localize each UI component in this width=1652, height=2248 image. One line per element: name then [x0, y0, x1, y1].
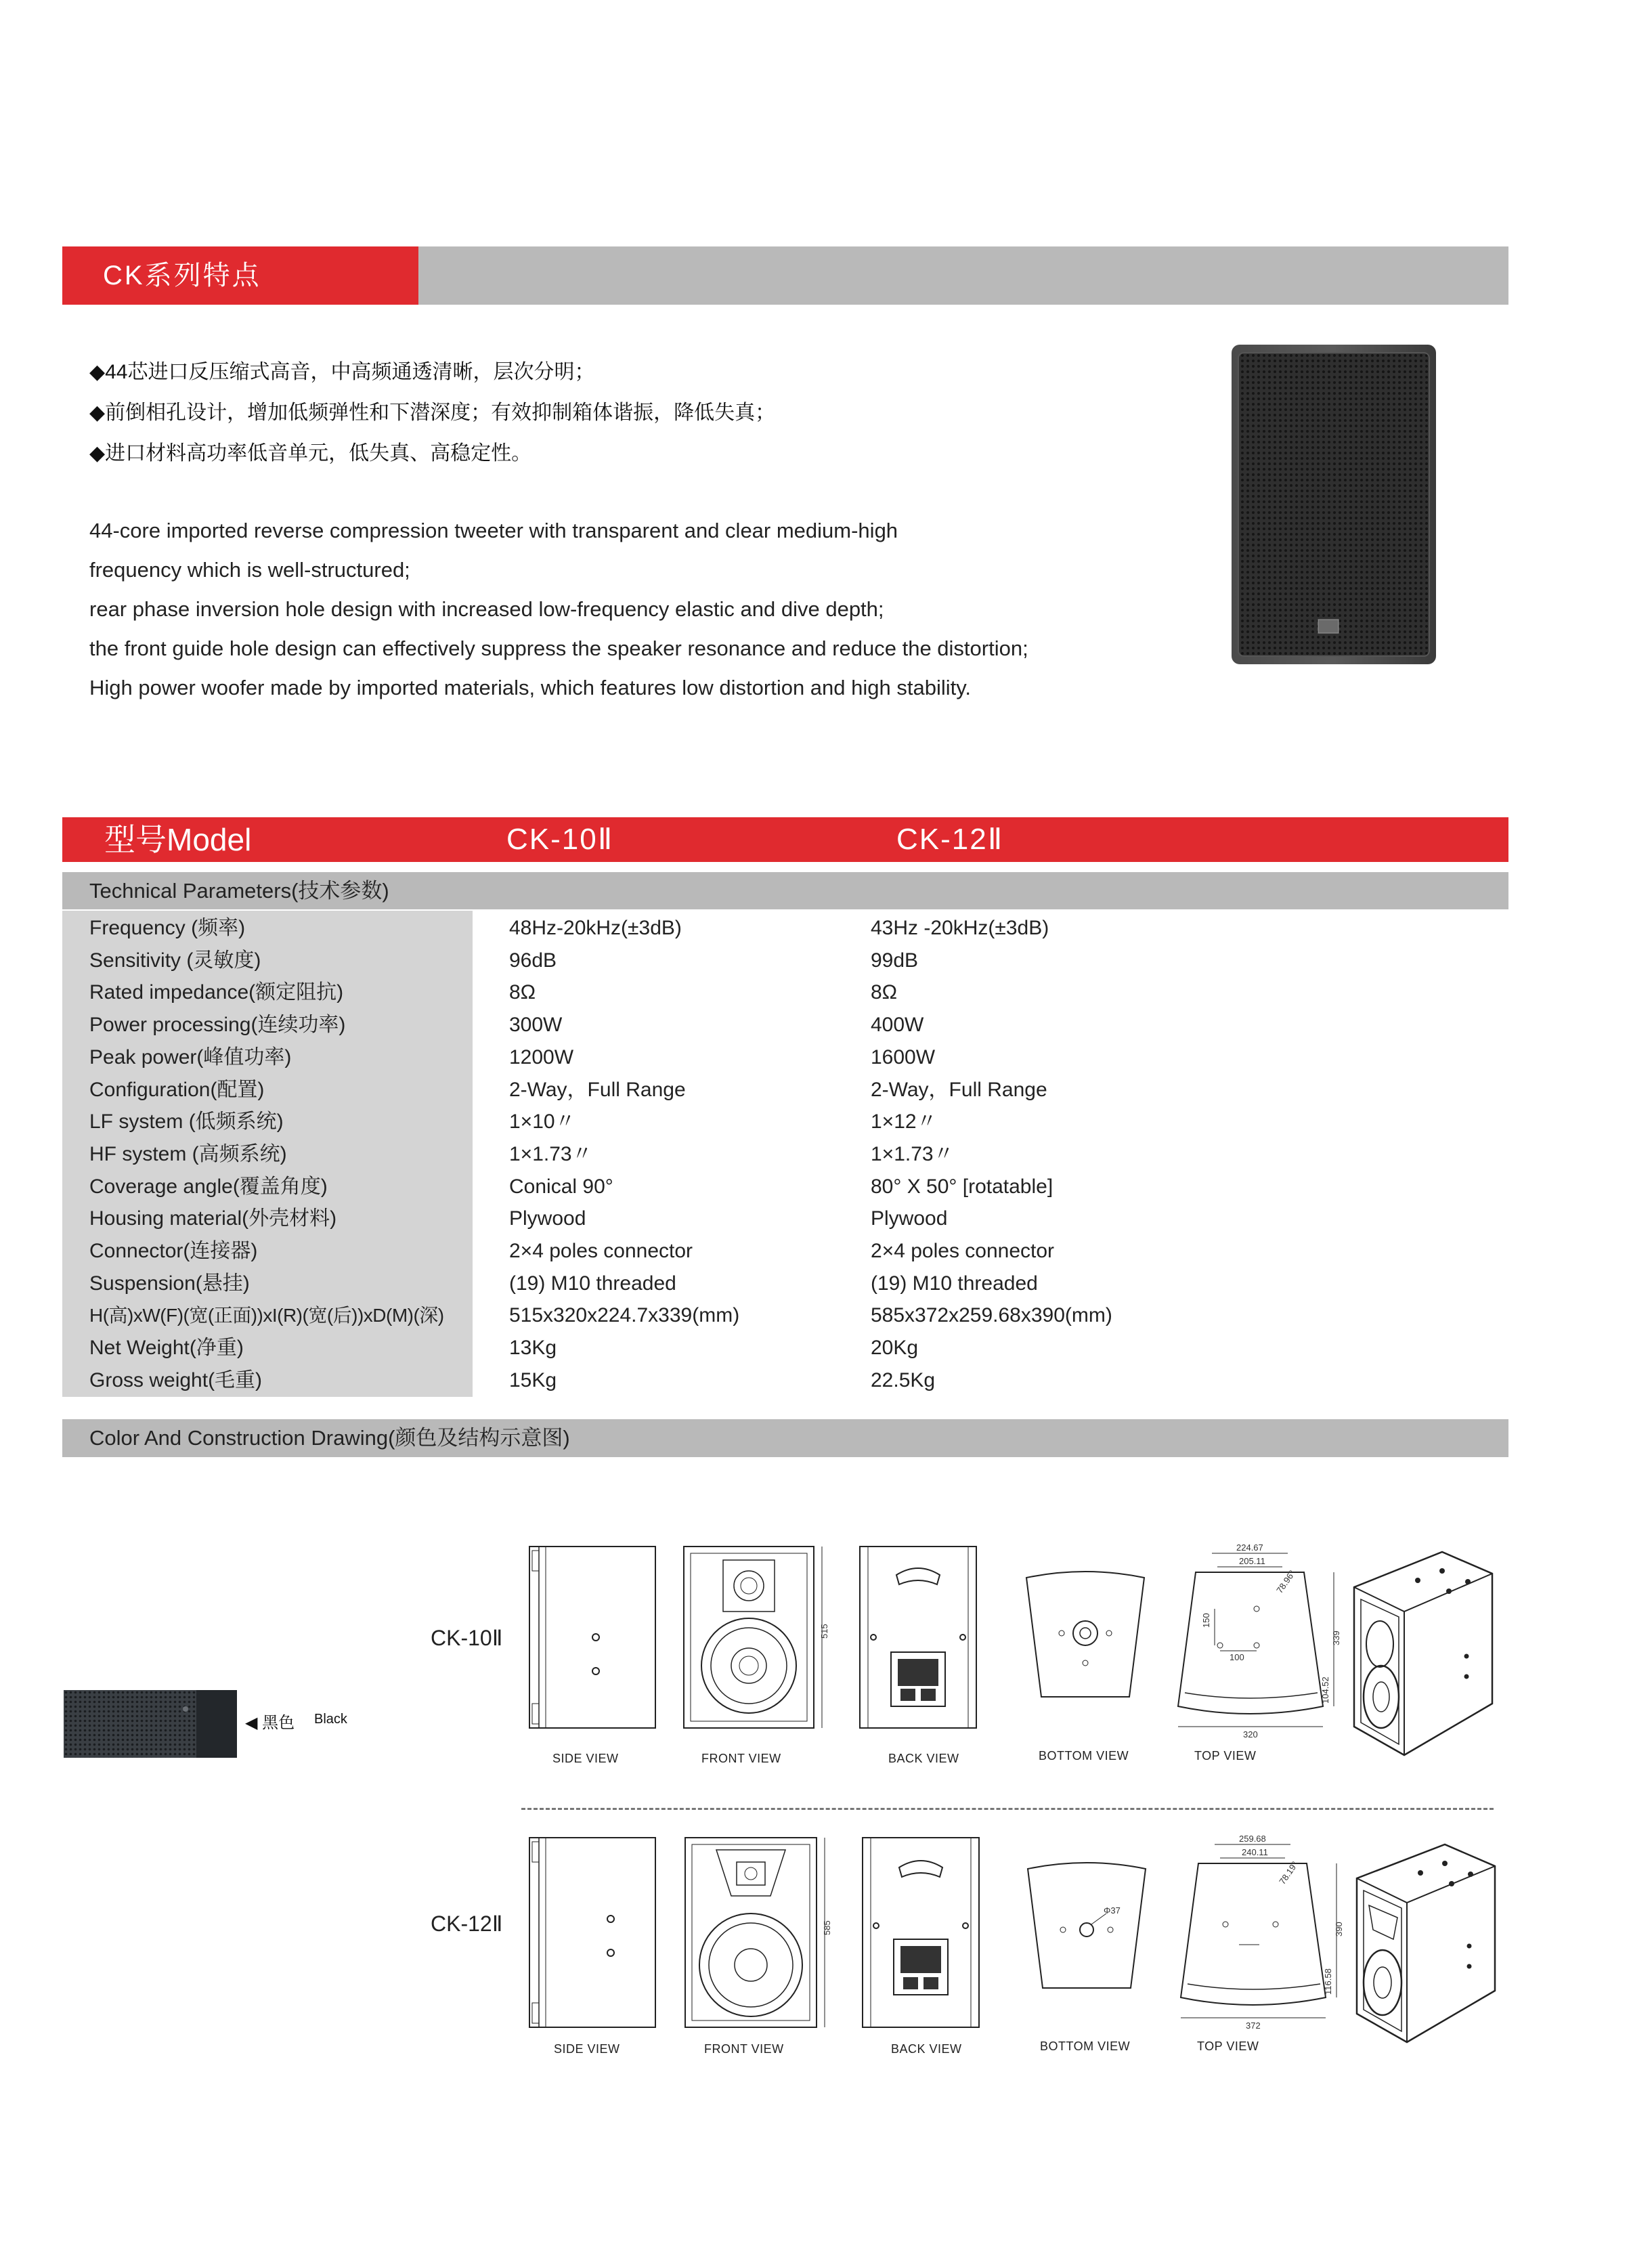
- model-label: 型号Model: [104, 822, 252, 857]
- param-value-ck10: 1×10〃: [509, 1110, 575, 1133]
- param-label: Frequency (频率): [89, 917, 246, 939]
- feature-line-en: High power woofer made by imported materials, which features low distortion and high stability.: [89, 676, 972, 699]
- feature-line-en: the front guide hole design can effectively suppress the speaker resonance and reduce the distortion;: [89, 636, 1028, 660]
- param-row: [62, 1138, 1508, 1171]
- param-value-ck12: (19) M10 threaded: [871, 1272, 1038, 1295]
- ck12-front-view-drawing: [682, 1835, 838, 2031]
- color-label-en: Black: [314, 1712, 347, 1727]
- param-value-ck12: Plywood: [871, 1207, 948, 1230]
- param-label: Configuration(配置): [89, 1078, 265, 1101]
- feature-line-en: rear phase inversion hole design with increased low-frequency elastic and dive depth;: [89, 597, 884, 621]
- param-row: [62, 1106, 1508, 1138]
- param-label: H(高)xW(F)(宽(正面))xI(R)(宽(后))xD(M)(深): [89, 1305, 444, 1326]
- model-header-bar: [62, 817, 1508, 862]
- drawing-separator: [521, 1808, 1494, 1810]
- ck12-height-dim: 585: [822, 1920, 832, 1935]
- ck12-label-bottom-view: BOTTOM VIEW: [1040, 2039, 1131, 2053]
- param-row: [62, 945, 1508, 977]
- ck12-top-angle: 78.19°: [1277, 1859, 1301, 1886]
- param-value-ck10: 2-Way，Full Range: [509, 1078, 686, 1101]
- param-value-ck10: 15Kg: [509, 1368, 557, 1391]
- color-swatch-black: [64, 1690, 237, 1758]
- ck10-top-side: 104.52: [1320, 1677, 1330, 1704]
- ck10-top-depth: 339: [1331, 1630, 1341, 1645]
- param-value-ck12: 8Ω: [871, 981, 898, 1004]
- param-value-ck10: 96dB: [509, 949, 557, 972]
- param-value-ck12: 43Hz -20kHz(±3dB): [871, 917, 1049, 939]
- param-row: [62, 1364, 1508, 1397]
- param-value-ck10: 48Hz-20kHz(±3dB): [509, 917, 682, 939]
- ck10-back-view-drawing: [857, 1544, 979, 1733]
- param-value-ck10: 515x320x224.7x339(mm): [509, 1304, 740, 1327]
- ck10-isometric-drawing: [1347, 1544, 1503, 1767]
- model-ck12-title: CK-12Ⅱ: [896, 823, 1004, 856]
- param-value-ck12: 585x372x259.68x390(mm): [871, 1304, 1112, 1327]
- drawing-model-ck10: CK-10Ⅱ: [431, 1626, 503, 1650]
- ck12-bottom-hole: Φ37: [1104, 1905, 1121, 1916]
- ck12-isometric-drawing: [1350, 1838, 1506, 2054]
- drawing-title: Color And Construction Drawing(颜色及结构示意图): [89, 1426, 570, 1450]
- param-label: Peak power(峰值功率): [89, 1045, 292, 1068]
- param-value-ck10: 13Kg: [509, 1337, 557, 1360]
- ck12-label-side-view: SIDE VIEW: [554, 2042, 620, 2056]
- param-row: [62, 1171, 1508, 1203]
- ck12-top-width1: 259.68: [1239, 1835, 1266, 1844]
- param-value-ck10: (19) M10 threaded: [509, 1272, 676, 1295]
- ck10-label-top-view: TOP VIEW: [1194, 1749, 1257, 1763]
- ck10-top-angle: 78.96°: [1274, 1568, 1298, 1595]
- tech-params-table: [62, 912, 1508, 1397]
- ck10-top-dim-150: 150: [1201, 1613, 1211, 1628]
- param-value-ck12: 1×1.73〃: [871, 1142, 954, 1165]
- param-value-ck10: Plywood: [509, 1207, 586, 1230]
- param-row: [62, 1074, 1508, 1106]
- drawing-header: [62, 1419, 1508, 1457]
- features-title: CK系列特点: [62, 246, 418, 305]
- ck10-top-width2: 205.11: [1239, 1556, 1265, 1566]
- color-label-cn: ◀ 黑色: [245, 1714, 295, 1732]
- ck12-label-front-view: FRONT VIEW: [704, 2042, 784, 2056]
- features-text-en: [89, 511, 1207, 708]
- tech-params-title: Technical Parameters(技术参数): [89, 879, 389, 903]
- param-label: Coverage angle(覆盖角度): [89, 1175, 328, 1198]
- param-value-ck10: Conical 90°: [509, 1175, 613, 1198]
- param-row: [62, 1041, 1508, 1074]
- param-value-ck10: 1200W: [509, 1045, 574, 1068]
- param-value-ck12: 80° X 50° [rotatable]: [871, 1175, 1053, 1198]
- ck12-top-width2: 240.11: [1242, 1847, 1268, 1857]
- ck12-back-view-drawing: [860, 1835, 982, 2031]
- ck12-label-top-view: TOP VIEW: [1197, 2039, 1259, 2053]
- param-label: Power processing(连续功率): [89, 1014, 346, 1037]
- ck10-top-front: 320: [1243, 1729, 1258, 1739]
- model-ck10-title: CK-10Ⅱ: [506, 823, 614, 856]
- param-row: [62, 1268, 1508, 1300]
- param-label: HF system (高频系统): [89, 1142, 287, 1165]
- feature-bullet: ◆进口材料高功率低音单元，低失真、高稳定性。: [89, 442, 532, 464]
- ck10-label-back-view: BACK VIEW: [888, 1752, 959, 1765]
- param-label: Connector(连接器): [89, 1240, 258, 1262]
- param-row: [62, 912, 1508, 945]
- param-value-ck12: 20Kg: [871, 1337, 919, 1360]
- param-label: Gross weight(毛重): [89, 1368, 263, 1391]
- param-value-ck12: 2×4 poles connector: [871, 1240, 1055, 1262]
- param-label: LF system (低频系统): [89, 1110, 284, 1133]
- tech-params-header: [62, 872, 1508, 909]
- param-row: [62, 1235, 1508, 1268]
- ck12-label-back-view: BACK VIEW: [891, 2042, 962, 2056]
- drawing-model-ck12: CK-12Ⅱ: [431, 1911, 503, 1936]
- param-value-ck12: 1×12〃: [871, 1110, 937, 1133]
- ck12-side-view-drawing: [525, 1835, 658, 2031]
- feature-line-en: 44-core imported reverse compression tweeter with transparent and clear medium-high: [89, 519, 898, 542]
- features-bullets-cn: [89, 352, 1173, 474]
- feature-bullet: ◆前倒相孔设计，增加低频弹性和下潜深度；有效抑制箱体谐振，降低失真；: [89, 402, 776, 424]
- param-value-ck12: 400W: [871, 1014, 924, 1037]
- ck12-bottom-view-drawing: [1022, 1859, 1151, 1995]
- param-label: Rated impedance(额定阻抗): [89, 981, 344, 1004]
- ck10-bottom-view-drawing: [1021, 1568, 1150, 1704]
- param-value-ck10: 2×4 poles connector: [509, 1240, 693, 1262]
- param-value-ck12: 22.5Kg: [871, 1368, 936, 1391]
- param-row: [62, 976, 1508, 1009]
- param-row: [62, 1009, 1508, 1041]
- param-value-ck12: 2-Way，Full Range: [871, 1078, 1047, 1101]
- param-value-ck10: 8Ω: [509, 981, 536, 1004]
- param-row: [62, 1203, 1508, 1235]
- param-value-ck10: 300W: [509, 1014, 563, 1037]
- ck12-top-view-drawing: [1171, 1835, 1347, 2031]
- ck10-top-dim-100: 100: [1230, 1652, 1244, 1662]
- ck12-top-side: 116.58: [1323, 1968, 1333, 1995]
- ck10-top-view-drawing: [1169, 1544, 1345, 1740]
- param-row: [62, 1299, 1508, 1332]
- param-value-ck12: 99dB: [871, 949, 919, 972]
- param-label: Suspension(悬挂): [89, 1272, 250, 1295]
- param-value-ck12: 1600W: [871, 1045, 936, 1068]
- speaker-product-photo: [1229, 342, 1439, 667]
- ck10-height-dim: 515: [819, 1624, 829, 1639]
- ck10-top-width1: 224.67: [1236, 1544, 1263, 1553]
- param-row: [62, 1332, 1508, 1364]
- ck12-top-depth: 390: [1334, 1922, 1344, 1937]
- ck10-label-front-view: FRONT VIEW: [701, 1752, 781, 1765]
- param-label: Sensitivity (灵敏度): [89, 949, 261, 972]
- param-label: Net Weight(净重): [89, 1337, 244, 1360]
- feature-line-en: frequency which is well-structured;: [89, 558, 410, 582]
- feature-bullet: ◆44芯进口反压缩式高音，中高频通透清晰，层次分明；: [89, 361, 595, 383]
- ck10-label-bottom-view: BOTTOM VIEW: [1039, 1749, 1129, 1763]
- param-value-ck10: 1×1.73〃: [509, 1142, 592, 1165]
- ck10-side-view-drawing: [525, 1544, 658, 1733]
- ck10-label-side-view: SIDE VIEW: [552, 1752, 619, 1765]
- ck12-top-front: 372: [1246, 2020, 1261, 2031]
- ck10-front-view-drawing: [681, 1544, 837, 1733]
- param-label: Housing material(外壳材料): [89, 1207, 337, 1230]
